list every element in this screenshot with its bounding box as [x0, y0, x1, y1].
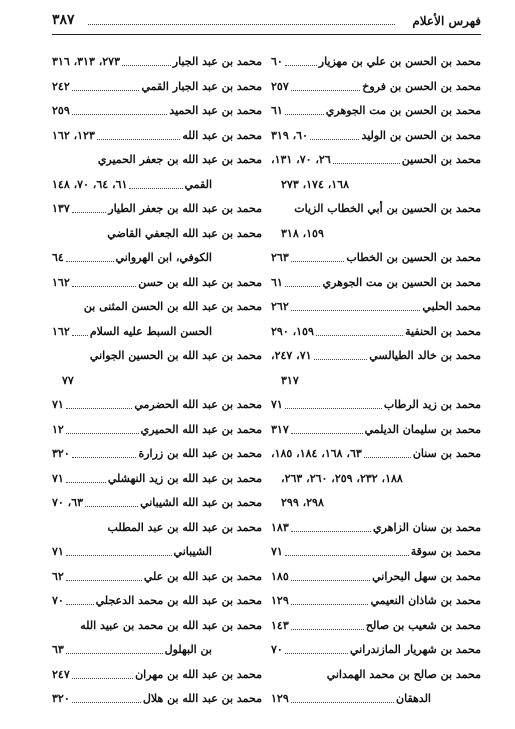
- index-entry: [271, 589, 481, 614]
- entry-pages: ١٢٩: [271, 692, 289, 705]
- dot-leader: [66, 260, 114, 262]
- dot-leader: [291, 701, 394, 703]
- dot-leader: [72, 701, 141, 703]
- dot-leader: [66, 603, 94, 605]
- index-entry: [52, 565, 262, 590]
- entry-name: محمد بن عبد الحميد: [169, 104, 262, 117]
- entry-pages: ٧١: [271, 398, 283, 411]
- entry-pages: ١٢: [52, 422, 64, 436]
- index-entry: [271, 516, 481, 541]
- entry-pages: ٦٣، ١٦٨، ١٨٤، ١٨٥،: [271, 447, 362, 460]
- index-column-left: [52, 50, 262, 712]
- entry-name: الشيباني: [173, 545, 212, 558]
- entry-pages: ٦٣: [52, 643, 64, 656]
- entry-pages: ٢٥٧: [271, 79, 289, 93]
- entry-name: محمد بن شاذان النعيمي: [370, 594, 481, 607]
- dot-leader: [285, 554, 409, 556]
- entry-pages: ٣١٧: [271, 422, 289, 436]
- index-entry: [52, 320, 262, 345]
- index-entry-continuation: محمد بن عبد الله بن الحسين الجواني: [89, 349, 262, 362]
- dot-leader: [72, 677, 133, 679]
- entry-name: محمد بن الحسين: [401, 153, 481, 166]
- entry-name: محمد بن شعيب بن صالح: [365, 618, 481, 632]
- index-entry: [52, 589, 262, 614]
- entry-pages: ٧١، ٢٤٧،: [271, 349, 312, 362]
- entry-name: القمي: [184, 177, 212, 191]
- dot-leader: [291, 309, 421, 311]
- entry-name: محمد بن سنان الزاهري: [372, 520, 481, 534]
- index-entry: [52, 467, 262, 492]
- index-entry: [271, 50, 481, 75]
- entry-pages: ٧٠: [52, 594, 64, 607]
- entry-pages: ٢٦٢: [271, 300, 289, 313]
- dot-leader: [66, 481, 106, 483]
- entry-name: الحسن السبط عليه السلام: [89, 324, 212, 338]
- entry-pages: ٦٠، ٣١٩: [271, 128, 308, 142]
- dot-leader: [285, 64, 317, 66]
- index-entry: [271, 75, 481, 100]
- index-entry: [52, 246, 262, 271]
- index-entry: [52, 75, 262, 100]
- entry-name: محمد بن عبد الله بن زرارة: [138, 447, 262, 460]
- dot-leader: [291, 530, 371, 532]
- index-entry: [52, 540, 262, 565]
- entry-name: محمد بن عبد الله بن مهران: [135, 667, 262, 681]
- index-entry: [52, 50, 262, 75]
- entry-name: محمد بن الحسن بن مت الجوهري: [325, 104, 481, 117]
- index-entry: [271, 540, 481, 565]
- entry-name: محمد بن عبد الله: [182, 128, 262, 142]
- index-entry: [271, 99, 481, 124]
- entry-name: محمد بن زيد الرطاب: [383, 398, 481, 411]
- entry-pages: ٦٠: [271, 55, 283, 68]
- index-entry: [271, 638, 481, 663]
- page-number: ٣٨٧: [52, 12, 75, 28]
- entry-name: محمد بن عبد الله بن جعفر الطيار: [108, 202, 262, 215]
- index-entry-continuation: محمد بن عبد الله بن عبد المطلب: [107, 520, 262, 534]
- dot-leader: [285, 407, 382, 409]
- index-entry: [52, 197, 262, 222]
- dot-leader: [72, 334, 88, 336]
- index-entry: [52, 491, 262, 516]
- entry-pages: ١٨٥: [271, 569, 289, 583]
- dot-leader: [314, 358, 368, 360]
- index-entry: [271, 148, 481, 173]
- dot-leader: [310, 138, 360, 140]
- entry-pages: ٣٢٠: [52, 447, 70, 460]
- entry-name: الدهقان: [396, 692, 431, 705]
- entry-pages: ٦٤: [52, 251, 64, 264]
- entry-name: محمد بن الحسين بن مت الجوهري: [322, 275, 481, 289]
- dot-leader: [364, 456, 411, 458]
- index-entry: [271, 246, 481, 271]
- index-entry: [52, 663, 262, 688]
- entry-pages: ٧١: [52, 471, 64, 485]
- index-entry: [271, 442, 481, 467]
- entry-name: محمد بن الحسين بن الخطاب: [346, 251, 481, 264]
- entry-name: محمد بن الحسن بن علي بن مهزيار: [318, 55, 481, 68]
- index-entry: [52, 99, 262, 124]
- entry-pages: ٧٠: [271, 643, 283, 656]
- entry-name: الكوفي، ابن الهرواني: [115, 251, 212, 264]
- index-entry: [52, 271, 262, 296]
- index-entry: [271, 295, 481, 320]
- index-entry: [52, 418, 262, 443]
- entry-name: محمد بن سهل البحراني: [372, 569, 481, 583]
- entry-name: محمد بن عبد الله بن حسن: [138, 275, 262, 289]
- entry-name: محمد بن عبد الله بن محمد الدعجلي: [95, 594, 262, 607]
- index-entry: [271, 418, 481, 443]
- entry-name: محمد بن عبد الله بن هلال: [142, 692, 262, 705]
- dot-leader: [72, 285, 137, 287]
- index-entry: [52, 638, 262, 663]
- entry-name: محمد بن سنان: [412, 447, 481, 460]
- dot-leader: [291, 260, 345, 262]
- index-entry-continuation: محمد بن عبد الله بن الحسن المثنى بن: [83, 300, 262, 313]
- dot-leader: [66, 579, 142, 581]
- entry-pages: ٢٦، ٧٠، ١٣١،: [271, 153, 331, 166]
- entry-pages: ١٥٩، ٢٩٠: [271, 324, 314, 338]
- entry-pages: ٢٧٣، ٣١٣، ٣١٦: [52, 55, 120, 68]
- index-entry: [52, 442, 262, 467]
- dot-leader: [291, 628, 364, 630]
- entry-name: محمد بن الحسن بن فروخ: [362, 79, 481, 93]
- entry-name: محمد بن الحنفية: [405, 324, 481, 338]
- entry-pages: ١٨٣: [271, 520, 289, 534]
- entry-pages: ١٦٢: [52, 275, 70, 289]
- index-entry: [271, 687, 481, 712]
- index-entry-continuation: ١٨٨، ٢٣٢، ٢٥٩، ٢٦٠، ٢٦٣،: [281, 471, 403, 485]
- entry-pages: ٧١: [271, 545, 283, 558]
- entry-name: محمد بن عبد الله الحضرمي: [134, 398, 262, 411]
- index-entry: [52, 393, 262, 418]
- dot-leader: [66, 432, 139, 434]
- entry-name: محمد بن عبد الجبار القمي: [141, 79, 262, 93]
- entry-pages: ١٢٩: [271, 594, 289, 607]
- index-entry: [271, 393, 481, 418]
- entry-pages: ٢٥٩: [52, 104, 70, 117]
- index-entry: [52, 173, 262, 198]
- entry-name: محمد بن سوقة: [410, 545, 481, 558]
- index-entry-continuation: محمد بن عبد الله الجعفي القاضي: [107, 226, 262, 240]
- entry-pages: ٢٤٧: [52, 667, 70, 681]
- dot-leader: [129, 187, 182, 189]
- dot-leader: [97, 138, 180, 140]
- index-entry: [52, 124, 262, 149]
- header-dot-leader: [88, 24, 395, 25]
- entry-pages: ٦١: [271, 104, 283, 117]
- index-entry-continuation: محمد بن صالح بن محمد الهمداني: [326, 667, 481, 681]
- entry-pages: ٦١، ٦٤، ٧٠، ١٤٨: [52, 177, 128, 191]
- index-entry: [271, 271, 481, 296]
- entry-pages: ٢٤٢: [52, 79, 70, 93]
- index-entry: [271, 344, 481, 369]
- entry-name: محمد بن عبد الجبار: [172, 55, 262, 68]
- entry-name: محمد بن عبد الله بن زيد النهشلي: [107, 471, 262, 485]
- entry-pages: ١٤٣: [271, 618, 289, 632]
- index-entry-continuation: محمد بن عبد الله بن جعفر الحميري: [97, 153, 262, 166]
- dot-leader: [66, 554, 172, 556]
- entry-pages: ١٦٢: [52, 324, 70, 338]
- dot-leader: [291, 603, 369, 605]
- index-entry-continuation: محمد بن عبد الله بن محمد بن عبيد الله: [80, 618, 262, 632]
- entry-name: محمد بن عبد الله الشيباني: [140, 496, 262, 509]
- entry-pages: ١٢٣، ١٦٢: [52, 128, 95, 142]
- index-entry-continuation: ٢٩٨، ٢٩٩: [281, 496, 324, 509]
- index-entry-continuation: ٧٧: [62, 373, 74, 387]
- running-title: فهرس الأعلام: [412, 14, 481, 28]
- dot-leader: [72, 211, 107, 213]
- dot-leader: [66, 407, 133, 409]
- dot-leader: [285, 113, 324, 115]
- entry-name: محمد الحلبي: [422, 300, 481, 313]
- dot-leader: [291, 432, 363, 434]
- dot-leader: [316, 334, 403, 336]
- index-entry-continuation: ٣١٧: [281, 373, 299, 387]
- entry-name: محمد بن سليمان الديلمي: [364, 422, 481, 436]
- dot-leader: [291, 579, 370, 581]
- dot-leader: [122, 64, 171, 66]
- index-entry: [271, 320, 481, 345]
- dot-leader: [85, 505, 138, 507]
- dot-leader: [66, 652, 163, 654]
- index-entry-continuation: ١٦٨، ١٧٤، ٢٧٣: [281, 177, 349, 191]
- index-entry-continuation: محمد بن الحسين بن أبي الخطاب الزيات: [294, 202, 481, 215]
- index-entry: [271, 124, 481, 149]
- entry-pages: ٣٢٠: [52, 692, 70, 705]
- entry-pages: ٦٢: [52, 569, 64, 583]
- dot-leader: [72, 89, 140, 91]
- entry-name: محمد بن خالد الطيالسي: [369, 349, 481, 362]
- entry-pages: ٦٣، ٧٠: [52, 496, 84, 509]
- entry-pages: ٦١: [271, 275, 283, 289]
- index-entry: [52, 687, 262, 712]
- index-entry: [271, 614, 481, 639]
- index-column-right: [271, 50, 481, 712]
- dot-leader: [285, 652, 348, 654]
- dot-leader: [72, 456, 137, 458]
- entry-pages: ١٣٧: [52, 202, 70, 215]
- index-entry-continuation: ١٥٩، ٣١٨: [281, 226, 324, 240]
- dot-leader: [333, 162, 400, 164]
- dot-leader: [72, 113, 168, 115]
- index-entry: [271, 565, 481, 590]
- entry-name: محمد بن عبد الله بن علي: [143, 569, 262, 583]
- entry-pages: ٧١: [52, 545, 64, 558]
- entry-name: محمد بن عبد الله الحميري: [140, 422, 262, 436]
- entry-name: بن البهلول: [164, 643, 212, 656]
- dot-leader: [285, 285, 321, 287]
- dot-leader: [291, 89, 361, 91]
- entry-name: محمد بن الحسن بن الوليد: [361, 128, 481, 142]
- entry-pages: ٢٦٣: [271, 251, 289, 264]
- page-header: [52, 10, 481, 35]
- entry-name: محمد بن شهريار المازندراني: [350, 643, 481, 656]
- entry-pages: ٧١: [52, 398, 64, 411]
